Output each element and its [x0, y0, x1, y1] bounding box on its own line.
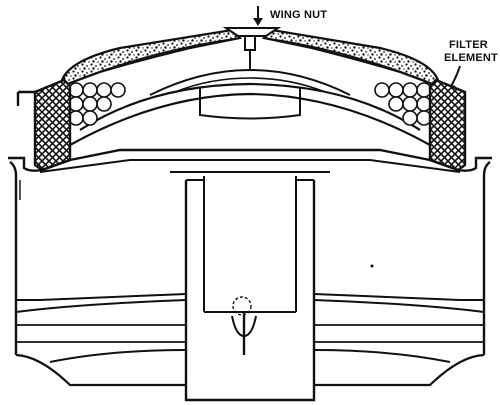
wing-nut [226, 28, 278, 70]
mesh-rolls-right [375, 83, 431, 125]
mesh-rolls-left [69, 83, 125, 125]
filter-element-right [430, 80, 465, 170]
filter-base-plate [8, 150, 492, 172]
stray-mark [371, 265, 374, 268]
wing-nut-arrow [253, 6, 263, 26]
filter-element-label-line1: FILTER [449, 39, 488, 51]
filter-element-left [35, 80, 70, 170]
filter-element-label-line2: ELEMENT [444, 52, 498, 64]
lower-bowl [16, 350, 484, 385]
wing-nut-label: WING NUT [270, 9, 328, 21]
valve-detail [232, 297, 256, 355]
inner-bracket [70, 70, 430, 145]
bowl-body [10, 162, 490, 355]
center-tube [170, 172, 330, 400]
